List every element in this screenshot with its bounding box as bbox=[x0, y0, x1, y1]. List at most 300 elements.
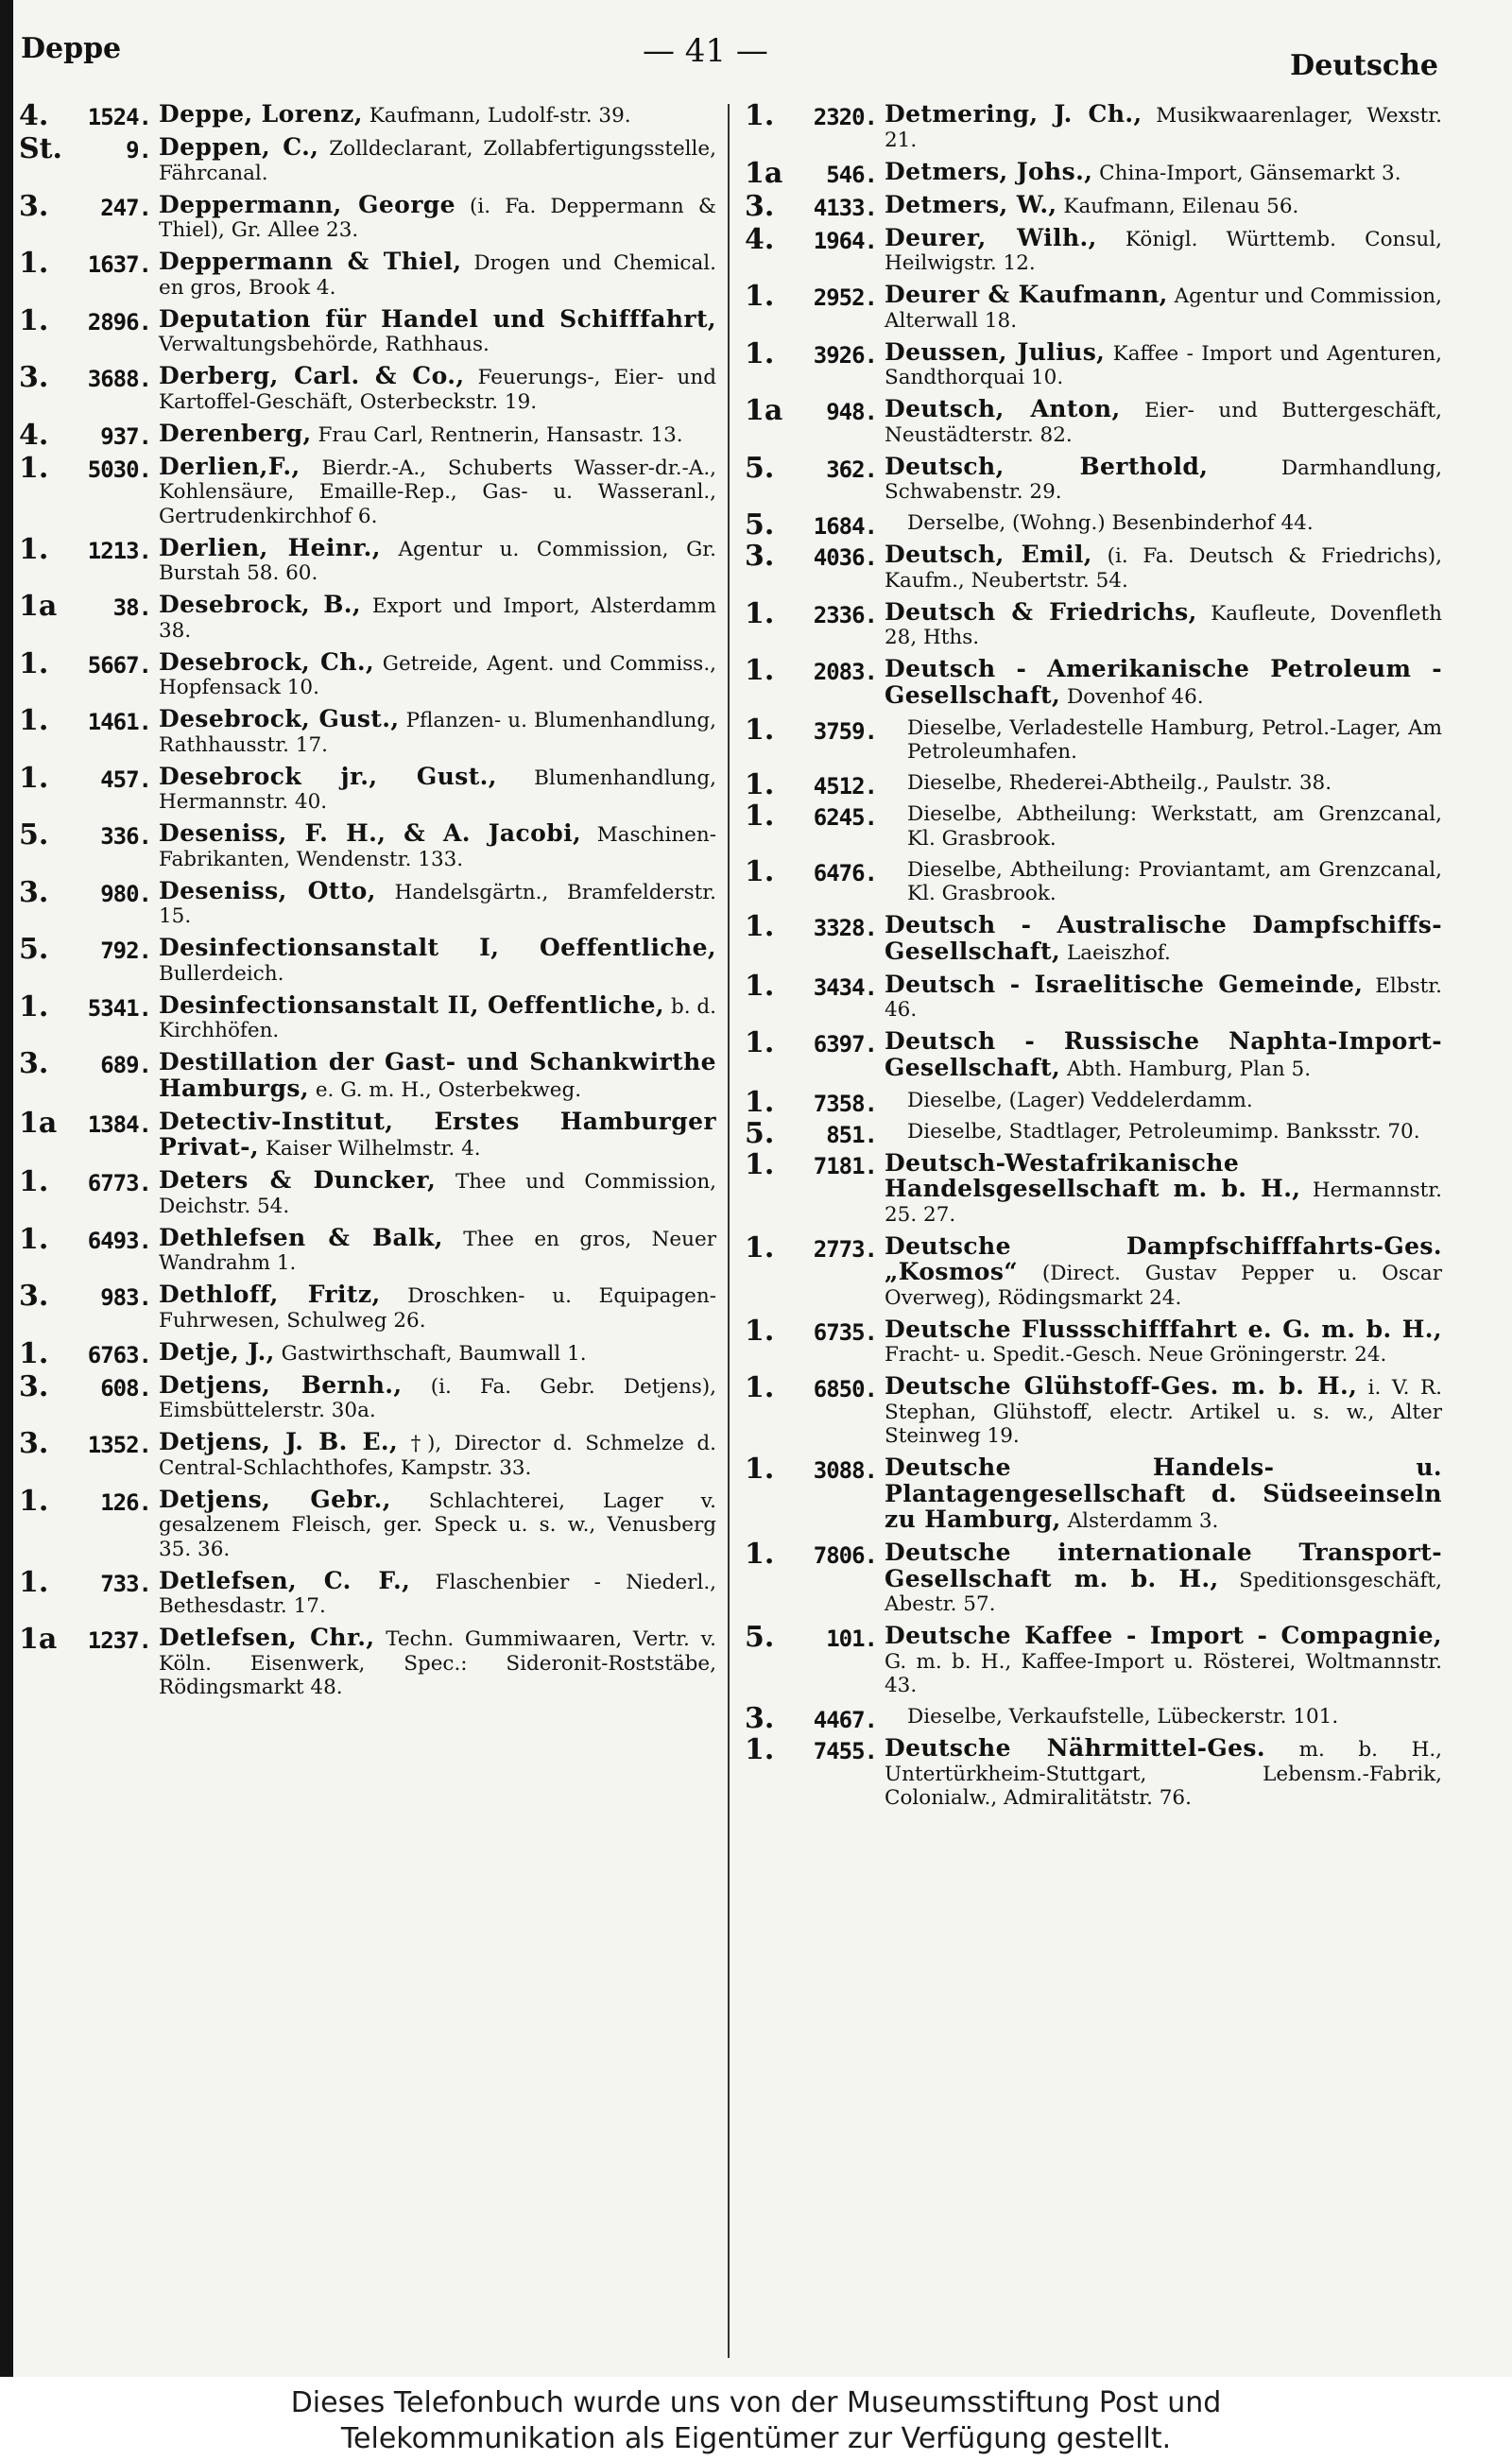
entry-details: (i. Fa. Gebr. Detjens), Eimsbüttelerstr. 30a. bbox=[159, 1374, 716, 1422]
phone-number: 4467. bbox=[813, 1707, 877, 1733]
entry-text bbox=[159, 304, 716, 357]
entry-text bbox=[885, 771, 1442, 796]
entry-details: †), Director d. Schmelze d. Central-Schlachthofes, Kampstr. 33. bbox=[159, 1432, 716, 1480]
entry-text bbox=[885, 1705, 1442, 1729]
exchange-class: 5. bbox=[745, 1116, 775, 1150]
header-right-keyword: Deutsche bbox=[1290, 49, 1438, 82]
directory-entry bbox=[739, 1314, 1442, 1368]
directory-entry bbox=[13, 1369, 716, 1423]
exchange-class: 1. bbox=[745, 969, 775, 1003]
phone-number: 6763. bbox=[87, 1341, 151, 1368]
directory-entry bbox=[739, 713, 1442, 765]
entry-name: Deutsch-Westafrikanische Handelsgesellschaft m. b. H., bbox=[885, 1148, 1301, 1202]
phone-number: 3328. bbox=[813, 915, 877, 941]
entry-text bbox=[159, 1223, 716, 1276]
exchange-class: 3. bbox=[19, 361, 49, 394]
exchange-class: 1. bbox=[19, 989, 49, 1024]
exchange-class: 3. bbox=[19, 875, 49, 909]
entry-text bbox=[885, 1231, 1442, 1311]
entry-details: Kaiser Wilhelmstr. 4. bbox=[265, 1137, 481, 1161]
entry-text bbox=[885, 452, 1442, 505]
exchange-class: 3. bbox=[19, 1280, 49, 1313]
phone-number: 2336. bbox=[813, 601, 877, 628]
phone-number: 1384. bbox=[87, 1110, 151, 1138]
phone-number: 948. bbox=[826, 399, 877, 425]
entry-text bbox=[885, 397, 1442, 447]
entry-details: Gastwirthschaft, Baumwall 1. bbox=[281, 1341, 587, 1366]
entry-name: Deseniss, F. H., & A. Jacobi, bbox=[159, 819, 582, 847]
entry-details: China-Import, Gänsemarkt 3. bbox=[1099, 161, 1401, 185]
entry-details: Musikwaarenlager, Wexstr. 21. bbox=[885, 104, 1442, 152]
exchange-class: St. bbox=[19, 132, 62, 165]
directory-entry bbox=[739, 394, 1442, 447]
phone-number: 2773. bbox=[813, 1235, 877, 1263]
entry-name: Deutsche Handels- u. Plantagengesellschaft d. Südseeinseln zu Hamburg, bbox=[885, 1454, 1442, 1533]
entry-name: Deseniss, Otto, bbox=[159, 876, 376, 904]
directory-entry bbox=[739, 156, 1442, 190]
entry-text bbox=[159, 876, 716, 929]
directory-entry bbox=[739, 189, 1442, 223]
exchange-class: 1. bbox=[745, 1371, 775, 1404]
entry-name: Deurer, Wilh., bbox=[885, 223, 1097, 251]
phone-number: 1524. bbox=[87, 104, 151, 130]
entry-details: Elbstr. 46. bbox=[885, 973, 1442, 1022]
directory-entry bbox=[13, 1165, 716, 1218]
phone-number: 38. bbox=[112, 594, 151, 621]
phone-number: 689. bbox=[100, 1052, 151, 1078]
entry-details: Export und Import, Alsterdamm 38. bbox=[159, 594, 716, 643]
exchange-class: 1. bbox=[19, 303, 49, 337]
exchange-class: 1. bbox=[19, 1484, 49, 1518]
phone-number: 6735. bbox=[813, 1318, 877, 1346]
entry-name: Derberg, Carl. & Co., bbox=[159, 362, 465, 389]
entry-text bbox=[885, 1089, 1442, 1113]
exchange-class: 4. bbox=[745, 222, 775, 256]
directory-entry bbox=[13, 451, 716, 529]
exchange-class: 5. bbox=[745, 1621, 775, 1654]
entry-text bbox=[159, 249, 716, 300]
entry-name: Deutsch & Friedrichs, bbox=[885, 597, 1197, 626]
directory-entry bbox=[739, 1455, 1442, 1534]
exchange-class: 3. bbox=[19, 1427, 49, 1460]
directory-entry bbox=[739, 596, 1442, 650]
entry-details: Agentur u. Commission, Gr. Burstah 58. 60. bbox=[159, 537, 716, 585]
directory-entry bbox=[13, 933, 716, 986]
phone-number: 980. bbox=[100, 880, 151, 907]
phone-number: 983. bbox=[100, 1284, 151, 1311]
directory-entry bbox=[13, 704, 716, 757]
exchange-class: 1. bbox=[745, 596, 775, 630]
footer bbox=[0, 2377, 1512, 2460]
entry-text bbox=[885, 1736, 1442, 1811]
entry-details: Schlachterei, Lager v. gesalzenem Fleisch, ger. Speck u. s. w., Venusberg 35. 36. bbox=[159, 1488, 716, 1561]
entry-text bbox=[885, 190, 1442, 219]
directory-entry bbox=[739, 508, 1442, 542]
entry-name: Detjens, Bernh., bbox=[159, 1370, 403, 1399]
entry-name: Detmers, W., bbox=[885, 190, 1057, 218]
directory-entry bbox=[13, 418, 716, 452]
phone-number: 4133. bbox=[813, 194, 877, 221]
phone-number: 6850. bbox=[813, 1376, 877, 1402]
phone-number: 7806. bbox=[813, 1542, 877, 1569]
directory-entry bbox=[739, 1371, 1442, 1449]
entry-details: Fracht- u. Spedit.-Gesch. Neue Gröningerstr. 24. bbox=[885, 1343, 1387, 1367]
entry-text bbox=[159, 364, 716, 414]
entry-details: Alsterdamm 3. bbox=[1067, 1509, 1219, 1533]
directory-entry bbox=[739, 768, 1442, 801]
right-column bbox=[739, 99, 1442, 1817]
entry-text bbox=[159, 1566, 716, 1619]
phone-number: 1237. bbox=[87, 1627, 151, 1654]
phone-number: 1964. bbox=[813, 227, 877, 254]
entry-text bbox=[159, 421, 716, 448]
entry-name: Desinfectionsanstalt II, Oeffentliche, bbox=[159, 990, 665, 1019]
entry-name: Deppermann & Thiel, bbox=[159, 248, 462, 275]
directory-entry bbox=[739, 1702, 1442, 1735]
entry-details: e. G. m. H., Osterbekweg. bbox=[315, 1077, 582, 1102]
phone-number: 6397. bbox=[813, 1031, 877, 1058]
directory-entry bbox=[13, 303, 716, 357]
entry-name: Detje, J., bbox=[159, 1337, 275, 1366]
entry-text bbox=[159, 647, 717, 700]
directory-entry bbox=[13, 590, 716, 643]
page-number: — 41 — bbox=[643, 32, 768, 70]
entry-name: Deppe, Lorenz, bbox=[159, 100, 363, 128]
phone-number: 6773. bbox=[87, 1170, 151, 1196]
phone-number: 5667. bbox=[87, 651, 151, 679]
entry-text bbox=[885, 1148, 1442, 1228]
entry-details: Droschken- u. Equipagen-Fuhrwesen, Schulweg 26. bbox=[159, 1284, 716, 1333]
entry-name: Detjens, Gebr., bbox=[159, 1485, 391, 1513]
exchange-class: 1. bbox=[745, 1085, 775, 1119]
entry-name: Deutsche internationale Transport-Gesellschaft m. b. H., bbox=[885, 1539, 1442, 1592]
entry-text bbox=[159, 1626, 716, 1700]
directory-entry bbox=[739, 854, 1442, 906]
entry-name: Desinfectionsanstalt I, Oeffentliche, bbox=[159, 934, 716, 961]
directory-entry bbox=[13, 818, 717, 871]
exchange-class: 1. bbox=[745, 1026, 775, 1059]
entry-details: Dieselbe, Rhederei-Abtheilg., Paulstr. 38. bbox=[907, 771, 1332, 795]
entry-details: Thee und Commission, Deichstr. 54. bbox=[159, 1170, 716, 1218]
entry-text bbox=[159, 936, 716, 986]
entry-details: (Direct. Gustav Pepper u. Oscar Overweg), Rödingsmarkt 24. bbox=[885, 1262, 1442, 1310]
entry-text bbox=[159, 762, 716, 815]
exchange-class: 1. bbox=[745, 99, 775, 132]
exchange-class: 1. bbox=[745, 1314, 775, 1348]
entry-details: Königl. Württemb. Consul, Heilwigstr. 12. bbox=[885, 227, 1442, 275]
exchange-class: 3. bbox=[19, 1047, 49, 1080]
exchange-class: 1. bbox=[745, 910, 775, 943]
directory-entry bbox=[739, 1026, 1442, 1081]
directory-entry bbox=[739, 802, 1442, 851]
entry-details: Blumenhandlung, Hermannstr. 40. bbox=[159, 766, 716, 814]
exchange-class: 1. bbox=[745, 1538, 775, 1571]
phone-number: 1637. bbox=[87, 251, 151, 278]
exchange-class: 3. bbox=[19, 189, 49, 223]
phone-number: 1352. bbox=[87, 1432, 151, 1458]
entry-name: Deutsch - Russische Naphta-Import-Gesellschaft, bbox=[885, 1027, 1442, 1081]
entry-name: Deutsche Glühstoff-Ges. m. b. H., bbox=[885, 1372, 1358, 1400]
directory-entry bbox=[13, 1047, 716, 1102]
exchange-class: 1. bbox=[745, 1453, 775, 1486]
entry-text bbox=[885, 511, 1442, 536]
entry-name: Detmers, Johs., bbox=[885, 157, 1093, 185]
phone-number: 6493. bbox=[87, 1227, 151, 1254]
entry-details: Pflanzen- u. Blumenhandlung, Rathhausstr. 17. bbox=[159, 709, 716, 757]
phone-number: 3088. bbox=[813, 1457, 877, 1484]
entry-name: Dethlefsen & Balk, bbox=[159, 1223, 443, 1251]
phone-number: 7455. bbox=[813, 1738, 877, 1764]
entry-name: Deutsche Kaffee - Import - Compagnie, bbox=[885, 1622, 1442, 1649]
entry-name: Derenberg, bbox=[159, 419, 312, 447]
phone-number: 7358. bbox=[813, 1090, 877, 1117]
entry-text bbox=[885, 657, 1442, 709]
entry-details: Dieselbe, Abtheilung: Werkstatt, am Grenzcanal, Kl. Grasbrook. bbox=[907, 802, 1442, 851]
phone-number: 608. bbox=[100, 1374, 151, 1402]
entry-text bbox=[885, 802, 1442, 851]
entry-details: Dieselbe, Stadtlager, Petroleumimp. Banksstr. 70. bbox=[907, 1119, 1420, 1144]
entry-text bbox=[159, 1282, 716, 1333]
directory-entry bbox=[739, 1147, 1442, 1228]
directory-entry bbox=[13, 875, 716, 929]
entry-text bbox=[885, 1374, 1442, 1449]
entry-details: Drogen und Chemical. en gros, Brook 4. bbox=[159, 251, 716, 300]
exchange-class: 1a bbox=[19, 1106, 58, 1140]
phone-number: 5341. bbox=[87, 994, 151, 1022]
entry-details: Handelsgärtn., Bramfelderstr. 15. bbox=[159, 880, 716, 928]
exchange-class: 1. bbox=[745, 280, 775, 313]
phone-number: 2896. bbox=[87, 308, 151, 335]
entry-name: Detectiv-Institut, Erstes Hamburger Privat-, bbox=[159, 1107, 716, 1161]
entry-text bbox=[885, 1029, 1442, 1081]
entry-details: Getreide, Agent. und Commiss., Hopfensack 10. bbox=[159, 651, 717, 699]
entry-name: Deutsche Dampfschifffahrts-Ges. „Kosmos“ bbox=[885, 1231, 1442, 1285]
exchange-class: 1a bbox=[745, 156, 783, 190]
entry-name: Detmering, J. Ch., bbox=[885, 100, 1143, 128]
entry-name: Deutsch, Emil, bbox=[885, 541, 1092, 568]
entry-text bbox=[885, 972, 1442, 1023]
entry-text bbox=[885, 858, 1442, 906]
phone-number: 336. bbox=[100, 823, 151, 850]
entry-details: (i. Fa. Deppermann & Thiel), Gr. Allee 23. bbox=[159, 194, 716, 242]
directory-entry bbox=[13, 189, 716, 243]
exchange-class: 1. bbox=[745, 713, 775, 747]
entry-text bbox=[159, 1337, 716, 1367]
directory-entry bbox=[13, 1222, 716, 1276]
entry-name: Derlien, Heinr., bbox=[159, 533, 381, 561]
column-divider bbox=[728, 104, 730, 2358]
exchange-class: 1. bbox=[19, 532, 49, 566]
entry-details: Dieselbe, Verladestelle Hamburg, Petrol.-Lager, Am Petroleumhafen. bbox=[907, 715, 1442, 764]
phone-number: 362. bbox=[826, 456, 877, 483]
phone-number: 4512. bbox=[813, 773, 877, 800]
entry-name: Deutsch - Amerikanische Petroleum - Gesellschaft, bbox=[885, 655, 1442, 709]
entry-details: m. b. H., Untertürkheim-Stuttgart, Lebensm.-Fabrik, Colonialw., Admiralitätstr. 76. bbox=[885, 1738, 1442, 1810]
book-spine-edge bbox=[0, 0, 13, 2377]
entry-details: Kaffee - Import und Agenturen, Sandthorquai 10. bbox=[885, 341, 1442, 389]
phone-number: 3926. bbox=[813, 341, 877, 369]
phone-number: 9. bbox=[126, 137, 151, 163]
phone-number: 1213. bbox=[87, 537, 151, 564]
entry-text bbox=[159, 190, 716, 243]
entry-text bbox=[885, 716, 1442, 765]
exchange-class: 3. bbox=[745, 1702, 775, 1735]
entry-details: Dieselbe, Abtheilung: Proviantamt, am Grenzcanal, Kl. Grasbrook. bbox=[907, 857, 1442, 905]
entry-text bbox=[885, 1455, 1442, 1534]
exchange-class: 1. bbox=[19, 761, 49, 795]
exchange-class: 5. bbox=[19, 818, 49, 852]
entry-details: Dovenhof 46. bbox=[1066, 684, 1204, 709]
directory-entry bbox=[13, 646, 717, 700]
entry-name: Deters & Duncker, bbox=[159, 1166, 437, 1194]
directory-entry bbox=[739, 1085, 1442, 1119]
phone-number: 792. bbox=[100, 938, 151, 964]
phone-number: 546. bbox=[826, 161, 877, 188]
entry-name: Detlefsen, Chr., bbox=[159, 1624, 375, 1651]
exchange-class: 3. bbox=[19, 1369, 49, 1403]
phone-number: 2083. bbox=[813, 659, 877, 685]
exchange-class: 1. bbox=[19, 1165, 49, 1198]
phone-number: 851. bbox=[826, 1121, 877, 1148]
entry-text bbox=[885, 102, 1442, 152]
entry-details: Eier- und Buttergeschäft, Neustädterstr. 82. bbox=[885, 399, 1442, 447]
phone-number: 126. bbox=[100, 1488, 151, 1516]
directory-entry bbox=[13, 1623, 716, 1700]
entry-details: Kaufmann, Eilenau 56. bbox=[1063, 194, 1299, 218]
directory-entry bbox=[13, 1282, 716, 1333]
entry-details: Feuerungs-, Eier- und Kartoffel-Geschäft, Osterbeckstr. 19. bbox=[159, 366, 716, 414]
entry-text bbox=[159, 102, 716, 129]
exchange-class: 1. bbox=[745, 654, 775, 687]
entry-details: Thee en gros, Neuer Wandrahm 1. bbox=[159, 1227, 716, 1275]
footer-line-1: Dieses Telefonbuch wurde uns von der Museumsstiftung Post und bbox=[290, 2386, 1222, 2419]
phone-number: 101. bbox=[826, 1626, 877, 1652]
exchange-class: 1. bbox=[745, 768, 775, 801]
entry-details: Maschinen-Fabrikanten, Wendenstr. 133. bbox=[159, 823, 717, 871]
directory-entry bbox=[13, 132, 716, 185]
exchange-class: 4. bbox=[19, 99, 49, 132]
entry-name: Deppen, C., bbox=[159, 133, 319, 161]
exchange-class: 4. bbox=[19, 418, 49, 452]
exchange-class: 1a bbox=[19, 590, 58, 623]
directory-entry bbox=[739, 542, 1442, 593]
entry-name: Deputation für Handel und Schifffahrt, bbox=[159, 304, 716, 333]
entry-name: Detjens, J. B. E., bbox=[159, 1428, 399, 1455]
entry-details: Verwaltungsbehörde, Rathhaus. bbox=[159, 333, 490, 356]
entry-text bbox=[159, 1485, 716, 1562]
phone-number: 3434. bbox=[813, 973, 877, 1001]
directory-entry bbox=[13, 99, 716, 132]
directory-entry bbox=[13, 249, 716, 300]
entry-name: Deutsche Flussschifffahrt e. G. m. b. H., bbox=[885, 1315, 1442, 1343]
exchange-class: 1a bbox=[745, 394, 783, 427]
header-left-keyword: Deppe bbox=[21, 32, 122, 65]
entry-details: Derselbe, (Wohng.) Besenbinderhof 44. bbox=[907, 511, 1314, 535]
entry-details: Flaschenbier - Niederl., Bethesdastr. 17. bbox=[159, 1570, 716, 1618]
entry-details: Hermannstr. 25. 27. bbox=[885, 1178, 1442, 1227]
phone-number: 2320. bbox=[813, 104, 877, 130]
entry-text bbox=[159, 1050, 716, 1102]
entry-details: Bierdr.-A., Schuberts Wasser-dr.-A., Kohlensäure, Emaille-Rep., Gas- u. Wasseranl., Gertrudenkirchhof 6. bbox=[159, 456, 716, 528]
entry-name: Destillation der Gast- und Schankwirthe Hamburgs, bbox=[159, 1048, 716, 1102]
entry-text bbox=[885, 913, 1442, 965]
entry-text bbox=[159, 1430, 716, 1480]
entry-name: Desebrock, Gust., bbox=[159, 705, 400, 732]
directory-entry bbox=[739, 336, 1442, 390]
entry-text bbox=[885, 597, 1442, 650]
entry-text bbox=[885, 223, 1442, 276]
exchange-class: 1. bbox=[19, 247, 49, 280]
entry-text bbox=[159, 821, 716, 871]
phone-number: 733. bbox=[100, 1570, 151, 1597]
exchange-class: 1. bbox=[19, 1336, 49, 1370]
directory-entry bbox=[13, 1565, 716, 1619]
entry-name: Desebrock jr., Gust., bbox=[159, 762, 497, 790]
phone-number: 6476. bbox=[813, 859, 877, 886]
phone-number: 1684. bbox=[813, 513, 877, 540]
directory-entry bbox=[13, 989, 717, 1043]
entry-text bbox=[159, 533, 716, 586]
directory-entry bbox=[739, 1230, 1442, 1311]
directory-entry bbox=[13, 1427, 716, 1480]
phone-number: 3688. bbox=[87, 366, 151, 392]
entry-name: Derlien,F., bbox=[159, 452, 301, 480]
entry-details: Kaufleute, Dovenfleth 28, Hths. bbox=[885, 601, 1442, 649]
entry-details: Kaufmann, Ludolf-str. 39. bbox=[369, 104, 631, 128]
exchange-class: 1. bbox=[745, 1230, 775, 1264]
phone-number: 1461. bbox=[87, 709, 151, 735]
phone-number: 457. bbox=[100, 766, 151, 793]
entry-details: Abth. Hamburg, Plan 5. bbox=[1066, 1057, 1312, 1081]
directory-entry bbox=[13, 1484, 716, 1562]
entry-details: Techn. Gummiwaaren, Vertr. v. Köln. Eisenwerk, Spec.: Sideronit-Roststäbe, Rödingsmarkt 48. bbox=[159, 1627, 716, 1699]
entry-text bbox=[885, 542, 1442, 593]
entry-name: Dethloff, Fritz, bbox=[159, 1281, 381, 1308]
entry-text bbox=[159, 1168, 716, 1218]
entry-details: Dieselbe, Verkaufstelle, Lübeckerstr. 101. bbox=[907, 1705, 1339, 1729]
phone-number: 247. bbox=[100, 194, 151, 221]
phone-number: 6245. bbox=[813, 804, 877, 831]
exchange-class: 1. bbox=[745, 336, 775, 370]
entry-name: Detlefsen, C. F., bbox=[159, 1566, 411, 1594]
entry-text bbox=[159, 707, 716, 757]
directory-entry bbox=[739, 1540, 1442, 1617]
directory-entry bbox=[13, 1106, 716, 1161]
phone-number: 937. bbox=[100, 422, 151, 450]
entry-details: b. d. Kirchhöfen. bbox=[159, 994, 717, 1042]
entry-name: Desebrock, Ch., bbox=[159, 647, 375, 676]
exchange-class: 1. bbox=[745, 800, 775, 833]
entry-name: Deutsche Nährmittel-Ges. bbox=[885, 1734, 1265, 1762]
entry-details: (i. Fa. Deutsch & Friedrichs), Kaufm., Neubertstr. 54. bbox=[885, 544, 1442, 593]
directory-entry bbox=[739, 910, 1442, 965]
entry-name: Deutsch, Berthold, bbox=[885, 452, 1209, 480]
entry-name: Deussen, Julius, bbox=[885, 337, 1106, 366]
entry-name: Deutsch - Israelitische Gemeinde, bbox=[885, 970, 1364, 998]
entry-text bbox=[159, 593, 716, 643]
entry-details: Laeiszhof. bbox=[1066, 940, 1171, 965]
exchange-class: 1. bbox=[745, 854, 775, 888]
phone-number: 2952. bbox=[813, 284, 877, 311]
entry-text bbox=[885, 1624, 1442, 1698]
directory-entry bbox=[13, 532, 716, 586]
exchange-class: 5. bbox=[745, 451, 775, 485]
directory-entry bbox=[739, 1116, 1442, 1150]
entry-details: Frau Carl, Rentnerin, Hansastr. 13. bbox=[318, 422, 683, 447]
entry-text bbox=[159, 1107, 716, 1161]
phone-number: 4036. bbox=[813, 544, 877, 571]
entry-name: Deppermann, George bbox=[159, 190, 455, 218]
